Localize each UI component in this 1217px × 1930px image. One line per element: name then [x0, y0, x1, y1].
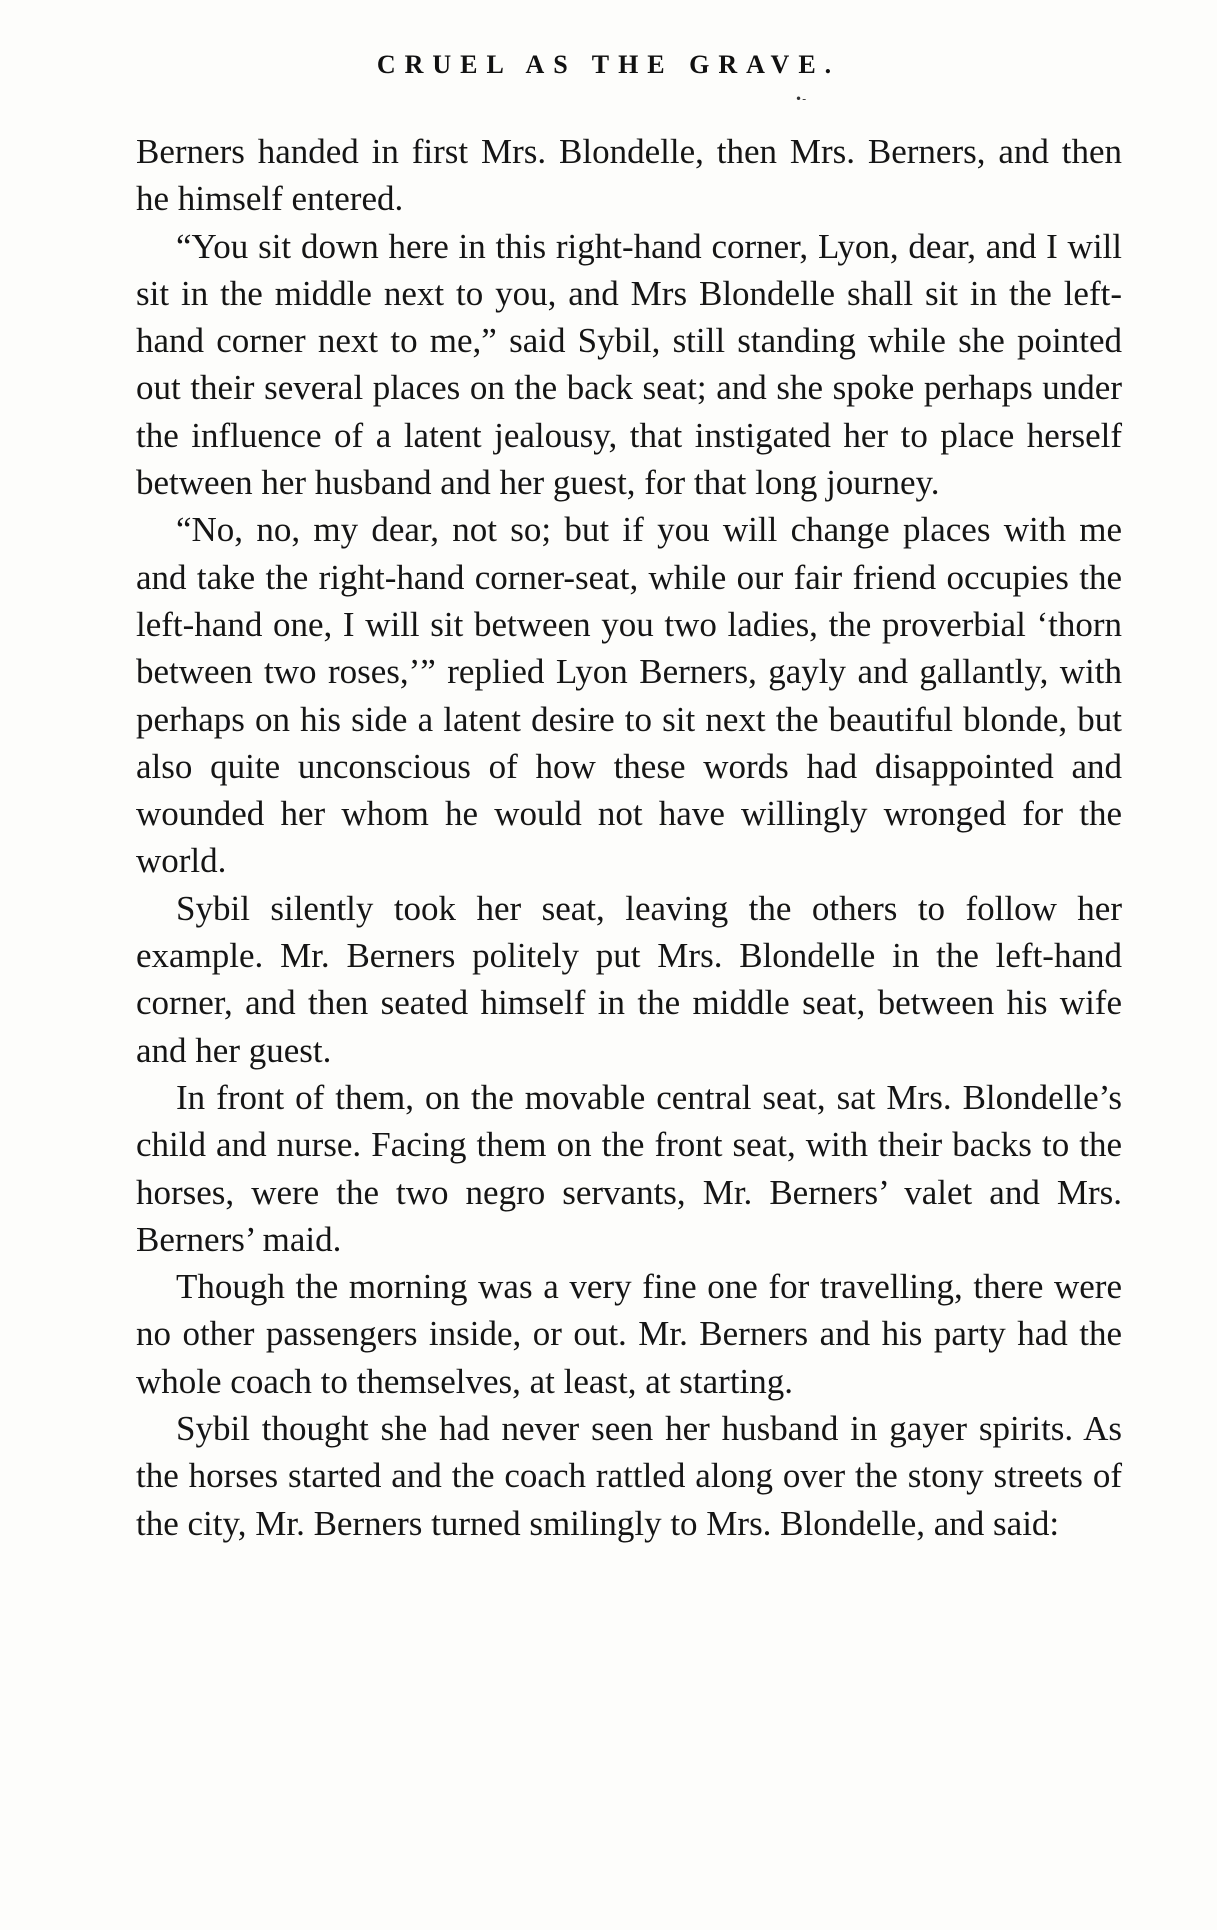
paragraph-2: “You sit down here in this right-hand corner, Lyon, dear, and I will sit in the middle next to you, and Mrs Blondelle shall sit in the left-hand corner next to me,” said Sybil, still standing while she pointed out their several places on the back seat; and she spoke perhaps under the influence of a latent jealousy, that instigated her to place herself between her husband and her guest, for that long journey.	[136, 226, 1122, 503]
running-head-title: CRUEL AS THE GRAVE.	[376, 50, 841, 79]
paragraph-6: Though the morning was a very fine one for travelling, there were no other passengers inside, or out. Mr. Berners and his party had the whole coach to themselves, at least, at starting.	[136, 1267, 1122, 1401]
paragraph-5: In front of them, on the movable central seat, sat Mrs. Blondelle’s child and nurse. Facing them on the front seat, with their backs to the horses, were the two negro servants, Mr. Berners’ valet and Mrs. Berners’ maid.	[136, 1077, 1122, 1259]
paragraph-4: Sybil silently took her seat, leaving the others to follow her example. Mr. Berners politely put Mrs. Blondelle in the left-hand corner, and then seated himself in the middle seat, between his wife and her guest.	[136, 888, 1122, 1070]
paragraph-1: Berners handed in first Mrs. Blondelle, then Mrs. Berners, and then he himself entered.	[136, 132, 1122, 219]
paragraph-3: “No, no, my dear, not so; but if you will change places with me and take the right-hand corner-seat, while our fair friend occupies the left-hand one, I will sit between you two ladies, the proverbial ‘thorn between two roses,’” replied Lyon Berners, gayly and gallantly, with perhaps on his side a latent desire to sit next the beautiful blonde, but also quite unconscious of how these words had disappointed and wounded her whom he would not have willingly wronged for the world.	[136, 510, 1122, 881]
paragraph-7: Sybil thought she had never seen her husband in gayer spirits. As the horses started and the coach rattled along over the stony streets of the city, Mr. Berners turned smilingly to Mrs. Blondelle, and said:	[136, 1409, 1122, 1543]
printer-ornament: •-	[795, 92, 807, 106]
page-body-text	[136, 128, 1122, 1547]
